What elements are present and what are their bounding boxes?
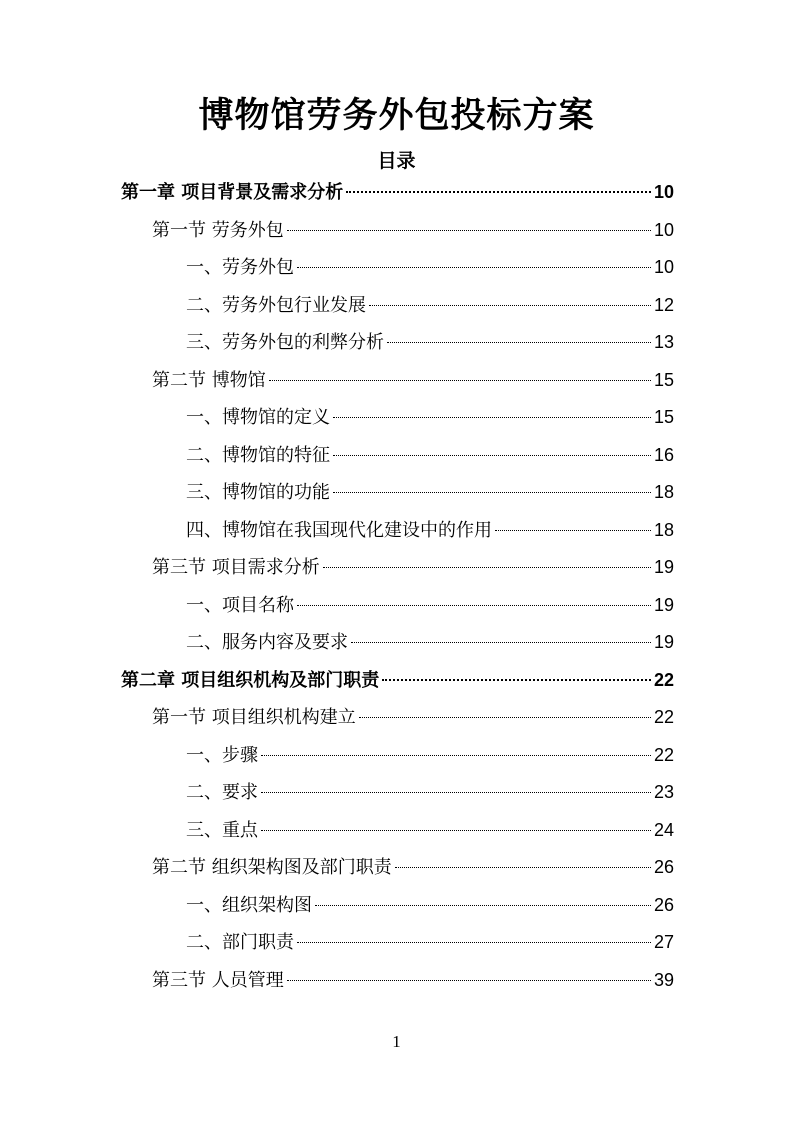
toc-entry-page: 10 xyxy=(653,257,674,277)
toc-entry-page: 15 xyxy=(653,369,674,390)
toc-entry-page: 23 xyxy=(653,782,674,802)
toc-entry-page: 12 xyxy=(653,294,674,315)
toc-leader-dots xyxy=(297,942,651,943)
toc-leader-dots xyxy=(382,679,651,681)
toc-entry-label: 二、部门职责 xyxy=(186,932,294,953)
toc-entry-label: 三、博物馆的功能 xyxy=(186,482,330,503)
toc-leader-dots xyxy=(287,230,651,231)
toc-entry[interactable] xyxy=(152,699,674,735)
toc-entry[interactable] xyxy=(186,437,674,473)
toc-entry[interactable] xyxy=(186,587,674,623)
toc-entry-label: 三、劳务外包的利弊分析 xyxy=(186,332,384,353)
toc-leader-dots xyxy=(495,530,651,531)
toc-entry-page: 10 xyxy=(653,182,674,202)
toc-entry-label: 第二节 博物馆 xyxy=(152,369,266,391)
toc-leader-dots xyxy=(261,830,651,831)
toc-entry-page: 16 xyxy=(653,444,674,465)
toc-entry[interactable] xyxy=(186,474,674,510)
toc-entry[interactable] xyxy=(152,212,674,248)
toc-entry-page: 19 xyxy=(653,557,674,577)
toc-leader-dots xyxy=(387,342,651,343)
toc-entry-label: 一、博物馆的定义 xyxy=(186,407,330,428)
toc-entry-label: 第一章 项目背景及需求分析 xyxy=(121,182,344,203)
toc-entry[interactable] xyxy=(121,662,674,698)
toc-entry[interactable] xyxy=(152,849,674,885)
toc-leader-dots xyxy=(359,717,651,718)
toc-leader-dots xyxy=(346,191,651,193)
toc-entry-label: 一、组织架构图 xyxy=(186,894,312,916)
toc-entry-page: 19 xyxy=(653,594,674,615)
toc-entry-label: 第二节 组织架构图及部门职责 xyxy=(152,857,392,878)
toc-entry-page: 22 xyxy=(653,744,674,765)
toc-leader-dots xyxy=(297,605,651,606)
toc-entry-label: 第三节 项目需求分析 xyxy=(152,557,320,578)
toc-entry-page: 19 xyxy=(653,632,674,652)
toc-leader-dots xyxy=(333,455,651,456)
toc-entry[interactable] xyxy=(186,924,674,960)
toc-leader-dots xyxy=(369,305,651,306)
toc-leader-dots xyxy=(287,980,651,981)
toc-entry-page: 22 xyxy=(653,707,674,727)
toc-entry[interactable] xyxy=(152,549,674,585)
toc-entry-page: 24 xyxy=(653,819,674,840)
toc-entry-label: 三、重点 xyxy=(186,819,258,841)
toc-entry-label: 二、服务内容及要求 xyxy=(186,632,348,653)
toc-entry[interactable] xyxy=(186,887,674,923)
toc-entry-page: 10 xyxy=(653,219,674,240)
toc-entry-page: 18 xyxy=(653,482,674,502)
toc-entry-label: 一、项目名称 xyxy=(186,594,294,616)
toc-entry-page: 39 xyxy=(653,969,674,990)
toc-entry[interactable] xyxy=(152,962,674,998)
toc-entry-page: 26 xyxy=(653,894,674,915)
toc-entry-page: 13 xyxy=(653,332,674,352)
toc-entry-page: 18 xyxy=(653,519,674,540)
toc-entry[interactable] xyxy=(186,624,674,660)
toc-leader-dots xyxy=(261,755,651,756)
toc-entry-label: 二、要求 xyxy=(186,782,258,803)
toc-leader-dots xyxy=(269,380,651,381)
toc-entry[interactable] xyxy=(186,774,674,810)
toc-entry-page: 15 xyxy=(653,407,674,427)
toc-leader-dots xyxy=(333,492,651,493)
toc-leader-dots xyxy=(261,792,651,793)
toc-entry[interactable] xyxy=(186,287,674,323)
toc-entry-label: 一、步骤 xyxy=(186,744,258,766)
toc-entry-label: 一、劳务外包 xyxy=(186,257,294,278)
toc-leader-dots xyxy=(333,417,651,418)
toc-entry[interactable] xyxy=(186,399,674,435)
toc-leader-dots xyxy=(323,567,651,568)
toc-leader-dots xyxy=(395,867,651,868)
toc-entry-label: 二、劳务外包行业发展 xyxy=(186,294,366,316)
toc-leader-dots xyxy=(297,267,651,268)
toc-entry-label: 二、博物馆的特征 xyxy=(186,444,330,466)
toc-entry-label: 第一节 劳务外包 xyxy=(152,219,284,241)
toc-entry[interactable] xyxy=(186,737,674,773)
toc-entry-page: 22 xyxy=(653,669,674,690)
toc-entry-label: 四、博物馆在我国现代化建设中的作用 xyxy=(186,519,492,541)
toc-entry-label: 第一节 项目组织机构建立 xyxy=(152,707,356,728)
toc-entry[interactable] xyxy=(186,512,674,548)
toc-leader-dots xyxy=(315,905,651,906)
toc-entry[interactable] xyxy=(186,324,674,360)
toc-entry-label: 第二章 项目组织机构及部门职责 xyxy=(121,669,380,691)
toc-entry[interactable] xyxy=(186,249,674,285)
toc-entry-label: 第三节 人员管理 xyxy=(152,969,284,991)
toc-heading: 目录 xyxy=(377,150,416,172)
page-number: 1 xyxy=(392,1032,401,1051)
toc-entry-page: 26 xyxy=(653,857,674,877)
toc-entry-page: 27 xyxy=(653,932,674,952)
document-title: 博物馆劳务外包投标方案 xyxy=(198,95,595,136)
toc-entry[interactable] xyxy=(121,174,674,210)
toc-leader-dots xyxy=(351,642,651,643)
toc-entry[interactable] xyxy=(186,812,674,848)
toc-entry[interactable] xyxy=(152,362,674,398)
